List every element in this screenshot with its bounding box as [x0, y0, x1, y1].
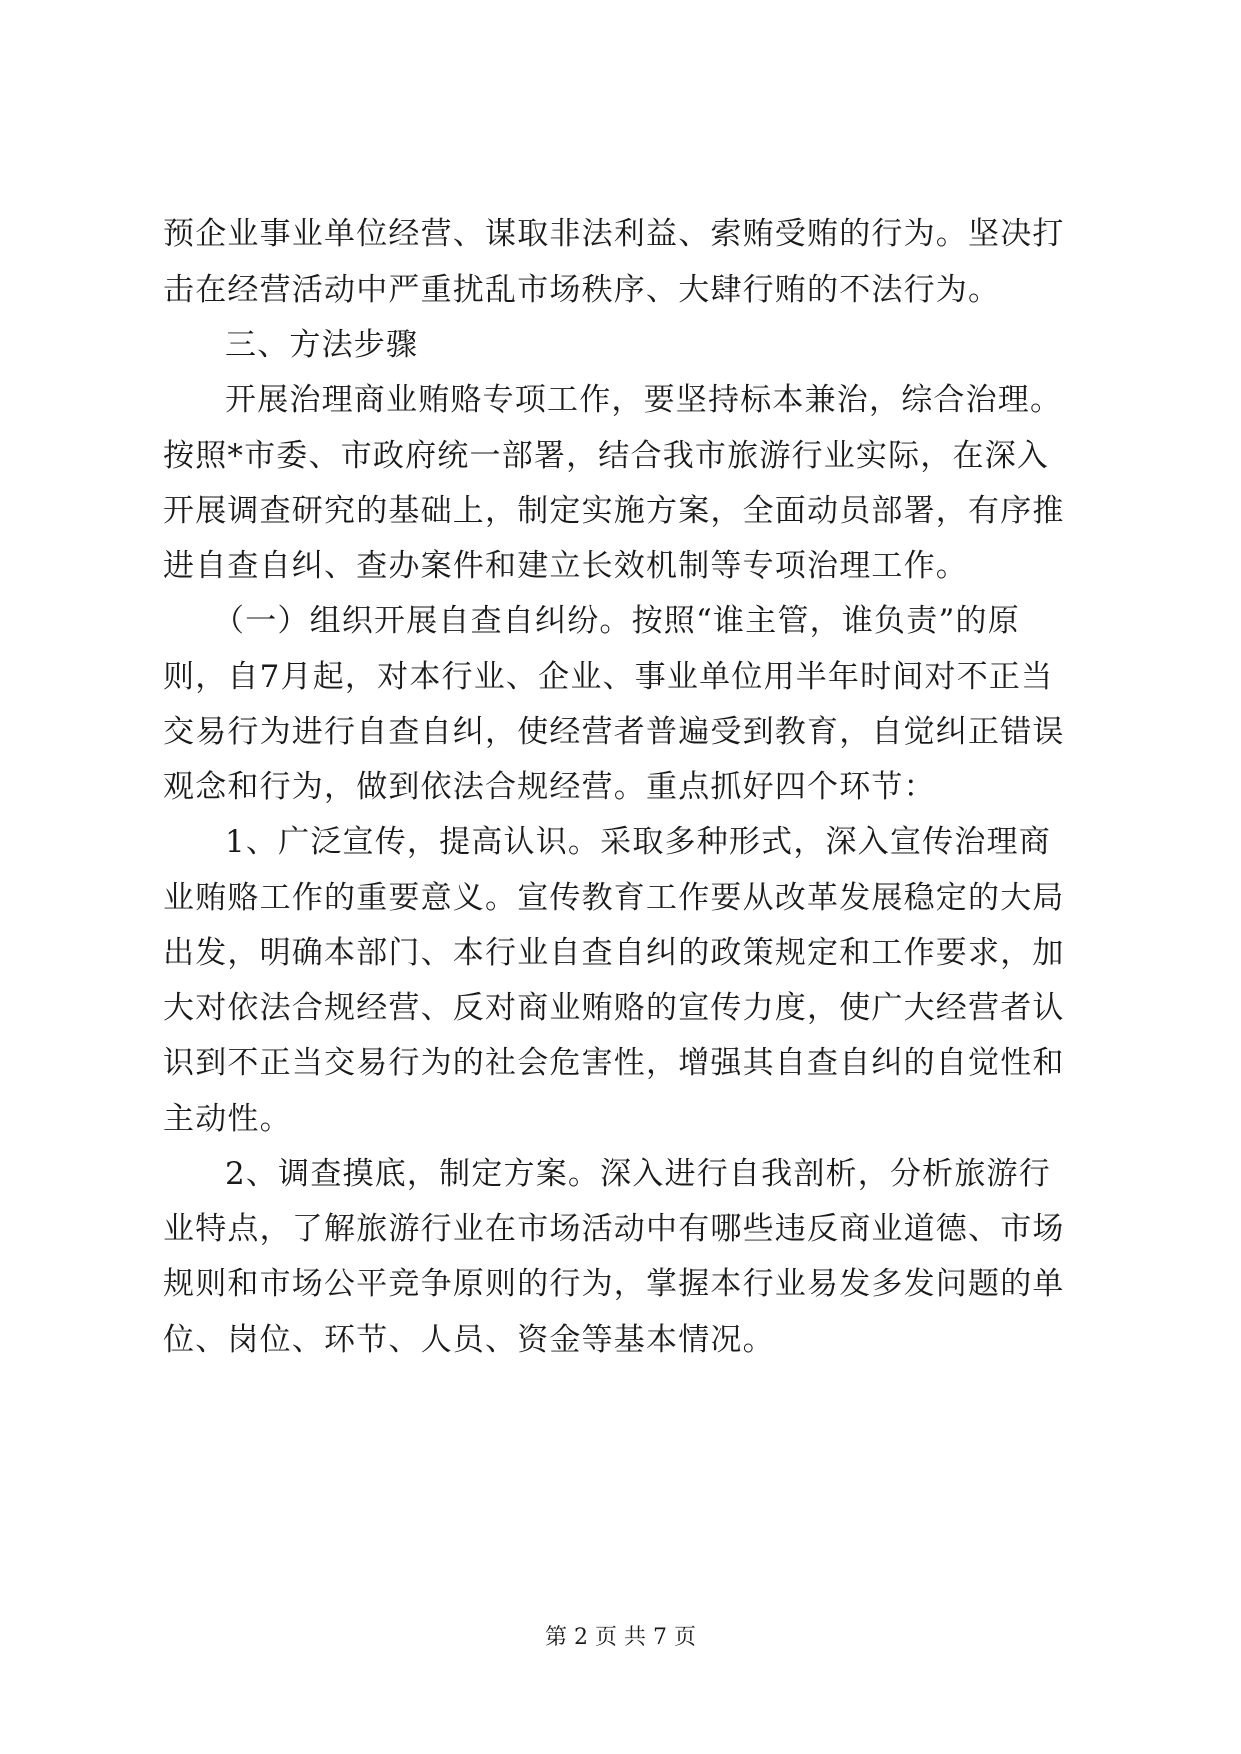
text-line: 规则和市场公平竞争原则的行为，掌握本行业易发多发问题的单 — [163, 1266, 1065, 1302]
text-line: 则，自7月起，对本行业、企业、事业单位用半年时间对不正当 — [163, 659, 1054, 695]
text-line: 主动性。 — [163, 1101, 292, 1137]
subsection-heading: （一）组织开展自查自纠纷。按照“谁主管，谁负责”的原 — [213, 603, 1020, 639]
page-number-footer: 第 2 页 共 7 页 — [545, 1625, 696, 1650]
section-heading: 三、方法步骤 — [225, 327, 419, 363]
text-line: 业贿赂工作的重要意义。宣传教育工作要从改革发展稳定的大局 — [163, 880, 1065, 916]
text-line: 按照*市委、市政府统一部署，结合我市旅游行业实际，在深入 — [163, 438, 1050, 474]
text-line: 进自查自纠、查办案件和建立长效机制等专项治理工作。 — [163, 548, 968, 584]
text-line: 开展调查研究的基础上，制定实施方案，全面动员部署，有序推 — [163, 493, 1065, 529]
text-line: 交易行为进行自查自纠，使经营者普遍受到教育，自觉纠正错误 — [163, 714, 1065, 750]
text-line: 大对依法合规经营、反对商业贿赂的宣传力度，使广大经营者认 — [163, 990, 1065, 1026]
text-line: 预企业事业单位经营、谋取非法利益、索贿受贿的行为。坚决打 — [163, 216, 1065, 252]
text-line: 位、岗位、环节、人员、资金等基本情况。 — [163, 1322, 775, 1358]
text-line: 击在经营活动中严重扰乱市场秩序、大肆行贿的不法行为。 — [163, 272, 1001, 308]
text-line: 2、调查摸底，制定方案。深入进行自我剖析，分析旅游行 — [225, 1156, 1051, 1192]
text-line: 观念和行为，做到依法合规经营。重点抓好四个环节： — [163, 769, 936, 805]
text-line: 1、广泛宣传，提高认识。采取多种形式，深入宣传治理商 — [225, 824, 1051, 860]
text-line: 出发，明确本部门、本行业自查自纠的政策规定和工作要求，加 — [163, 935, 1065, 971]
text-line: 业特点，了解旅游行业在市场活动中有哪些违反商业道德、市场 — [163, 1211, 1065, 1247]
text-line: 识到不正当交易行为的社会危害性，增强其自查自纠的自觉性和 — [163, 1045, 1065, 1081]
text-line: 开展治理商业贿赂专项工作，要坚持标本兼治，综合治理。 — [225, 382, 1063, 418]
